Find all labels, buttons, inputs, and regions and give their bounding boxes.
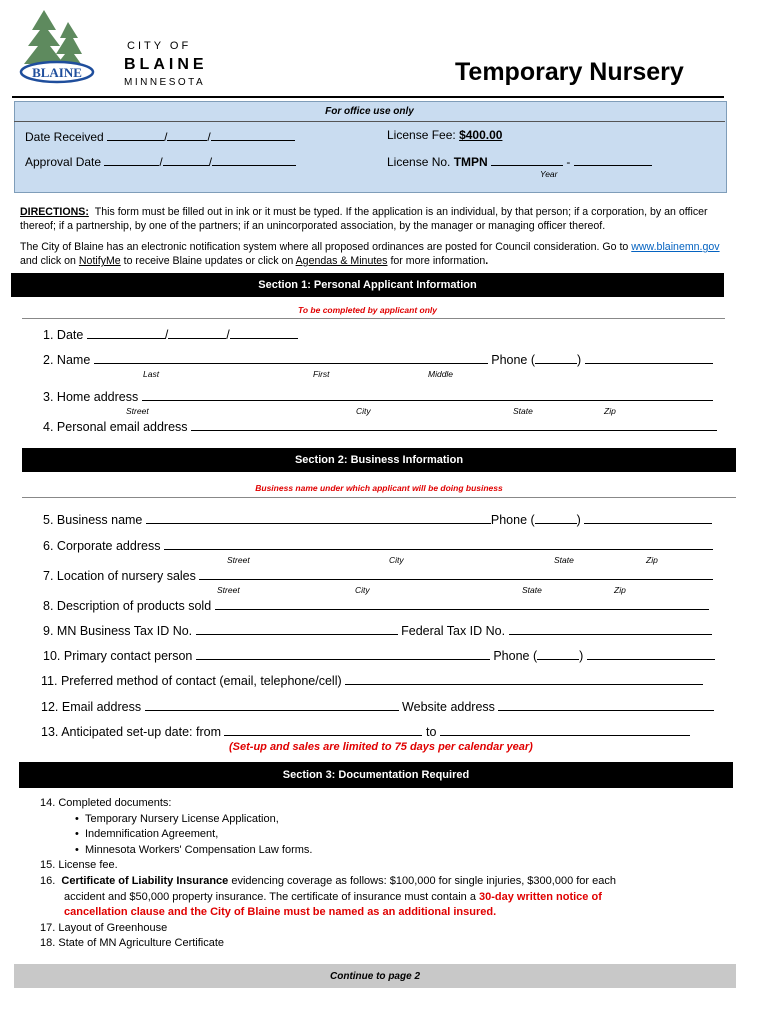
license-year-field[interactable] (574, 153, 652, 166)
preferred-contact-label: Preferred method of contact (email, telephone/cell) (60, 674, 342, 688)
license-no-prefix: TMPN (453, 155, 488, 169)
home-address-input[interactable] (142, 388, 713, 401)
section1-header: Section 1: Personal Applicant Information (11, 273, 724, 297)
section1-divider (22, 318, 725, 319)
business-email-label: Email address (61, 700, 142, 714)
contact-phone-label: Phone ( (493, 649, 538, 663)
license-fee-value: $400.00 (459, 128, 503, 142)
setup-date-label: Anticipated set-up date: from (61, 725, 221, 739)
license-fee-label: License Fee: (387, 128, 456, 142)
approval-date-day[interactable] (163, 153, 209, 166)
date-day-input[interactable] (168, 326, 226, 339)
license-no-label: License No. (387, 155, 451, 169)
tree-icon (24, 10, 84, 68)
blaine-website-link[interactable]: www.blainemn.gov (631, 241, 720, 253)
list-item: cancellation clause and the City of Blaine must be named as an additional insured. (64, 906, 497, 919)
business-phone-area-input[interactable] (535, 511, 577, 524)
approval-date-month[interactable] (104, 153, 159, 166)
field-date-row: 1. Date / / (43, 326, 298, 342)
state-name: MINNESOTA (124, 77, 206, 88)
website-input[interactable] (498, 698, 714, 711)
field-name-label: Name (56, 353, 91, 367)
section3-header: Section 3: Documentation Required (19, 762, 733, 788)
mn-tax-id-label: MN Business Tax ID No. (56, 624, 193, 638)
business-name-input[interactable] (146, 511, 491, 524)
field-date-label: Date (56, 328, 84, 342)
date-received-day[interactable] (167, 128, 207, 141)
license-fee-row (387, 128, 528, 142)
caption-state-3: State (522, 585, 542, 595)
field-home-address-row: 3. Home address (43, 388, 713, 404)
caption-street-3: Street (217, 585, 240, 595)
setup-to-label: to (425, 725, 437, 739)
business-email-input[interactable] (145, 698, 399, 711)
preferred-contact-input[interactable] (345, 672, 703, 685)
business-phone-label: Phone ( (490, 513, 535, 527)
license-no-row: License No. TMPN - (387, 153, 652, 169)
setup-limit-note: (Set-up and sales are limited to 75 days per calendar year) (229, 741, 533, 753)
field-business-name-row: 5. Business name Phone ( ) (43, 511, 712, 527)
caption-street-2: Street (227, 555, 250, 565)
city-of-label: CITY OF (127, 40, 192, 52)
primary-contact-input[interactable] (196, 647, 490, 660)
caption-zip-3: Zip (614, 585, 626, 595)
field-corporate-address-row: 6. Corporate address (43, 537, 713, 553)
section2-header: Section 2: Business Information (22, 448, 736, 472)
list-item: 14. Completed documents: (40, 797, 172, 809)
list-item: 15. License fee. (40, 859, 118, 872)
caption-city: City (356, 406, 371, 416)
caption-last: Last (143, 369, 160, 379)
documentation-list (40, 796, 740, 952)
agendas-minutes-link[interactable]: Agendas & Minutes (295, 255, 388, 267)
contact-phone-input[interactable] (587, 647, 715, 660)
nursery-location-label: Location of nursery sales (56, 569, 196, 583)
caption-zip-2: Zip (646, 555, 658, 565)
list-item: 17. Layout of Greenhouse (40, 921, 168, 934)
section2-divider (22, 497, 736, 498)
contact-phone-area-input[interactable] (537, 647, 579, 660)
approval-date-year[interactable] (212, 153, 296, 166)
field-email-website-row: 12. Email address Website address (41, 698, 714, 714)
setup-from-input[interactable] (224, 723, 422, 736)
field-nursery-location-row: 7. Location of nursery sales (43, 567, 713, 583)
list-item: 18. State of MN Agriculture Certificate (40, 937, 225, 950)
year-caption: Year (540, 169, 558, 179)
date-received-label: Date Received (25, 130, 104, 144)
caption-city-3: City (355, 585, 370, 595)
mn-tax-id-input[interactable] (196, 622, 398, 635)
list-item: • Temporary Nursery License Application, (75, 812, 279, 825)
phone-label: Phone ( (491, 353, 536, 367)
city-name: BLAINE (124, 56, 208, 73)
date-month-input[interactable] (87, 326, 165, 339)
federal-tax-id-input[interactable] (509, 622, 712, 635)
federal-tax-id-label: Federal Tax ID No. (401, 624, 506, 638)
corporate-address-input[interactable] (164, 537, 713, 550)
section2-subtitle: Business name under which applicant will be doing business (255, 483, 503, 493)
nursery-location-input[interactable] (199, 567, 713, 580)
date-received-year[interactable] (211, 128, 295, 141)
caption-state-2: State (554, 555, 574, 565)
field-email-row: 4. Personal email address (43, 418, 717, 434)
caption-state: State (513, 406, 533, 416)
field-setup-date-row: 13. Anticipated set-up date: from to (41, 723, 690, 739)
field-tax-id-row: 9. MN Business Tax ID No. Federal Tax ID No. (43, 622, 712, 638)
approval-date-label: Approval Date (25, 155, 102, 169)
products-label: Description of products sold (56, 599, 212, 613)
field-home-address-label: Home address (56, 390, 139, 404)
caption-street: Street (126, 406, 149, 416)
city-logo (18, 8, 96, 88)
field-products-row: 8. Description of products sold (43, 597, 709, 613)
field-preferred-contact-row: 11. Preferred method of contact (email, telephone/cell) (41, 672, 703, 688)
office-use-heading: For office use only (325, 106, 414, 117)
list-item: • Indemnification Agreement, (75, 828, 219, 841)
page-title: Temporary Nursery (455, 58, 684, 86)
header-divider (12, 96, 724, 98)
date-year-input[interactable] (230, 326, 298, 339)
phone-area-input[interactable] (535, 351, 577, 364)
directions-label: DIRECTIONS: (20, 206, 89, 218)
approval-date-row: Approval Date / / (25, 153, 296, 169)
corporate-address-label: Corporate address (56, 539, 161, 553)
personal-email-input[interactable] (191, 418, 717, 431)
list-item: • Minnesota Workers' Compensation Law forms. (75, 843, 313, 856)
field-email-label: Personal email address (56, 420, 188, 434)
field-primary-contact-row: 10. Primary contact person Phone ( ) (43, 647, 715, 663)
notify-text: The City of Blaine has an electronic notification system where all proposed ordinances are posted for Council consideration. Go to www.blainemn.gov and click on NotifyMe to receive Blaine updates or click on Agendas & Minutes for more information. (20, 241, 720, 267)
section1-subtitle: To be completed by applicant only (297, 305, 437, 315)
directions-text: DIRECTIONS: This form must be filled out in ink or it must be typed. If the application is an individual, by that person; if a corporation, by an officer thereof; if a partnership, by one of the partners; if an unincorporated association, by the manager or managing officer thereof. (20, 206, 708, 232)
caption-middle: Middle (428, 369, 454, 379)
business-name-label: Business name (56, 513, 143, 527)
notifyme-link[interactable]: NotifyMe (78, 255, 121, 267)
primary-contact-label: . Primary contact person (56, 649, 193, 663)
license-no-field[interactable] (491, 153, 563, 166)
field-name-row: 2. Name Phone ( ) (43, 351, 713, 367)
caption-zip: Zip (604, 406, 616, 416)
products-input[interactable] (215, 597, 709, 610)
phone-number-input[interactable] (585, 351, 713, 364)
business-phone-input[interactable] (584, 511, 712, 524)
date-received-month[interactable] (107, 128, 164, 141)
website-label: Website address (402, 700, 495, 714)
caption-first: First (313, 369, 330, 379)
caption-city-2: City (389, 555, 404, 565)
setup-to-input[interactable] (440, 723, 690, 736)
list-item: accident and $50,000 property insurance. The certificate of insurance must contain a 30-day written notice of (64, 890, 602, 903)
continue-label: Continue to page 2 (330, 971, 420, 982)
date-received-row: Date Received / / (25, 128, 295, 144)
list-item: 16. Certificate of Liability Insurance evidencing coverage as follows: $100,000 for single injuries, $300,000 for each (40, 874, 616, 887)
svg-text:BLAINE: BLAINE (32, 65, 82, 80)
office-divider (14, 121, 725, 122)
name-input[interactable] (94, 351, 488, 364)
